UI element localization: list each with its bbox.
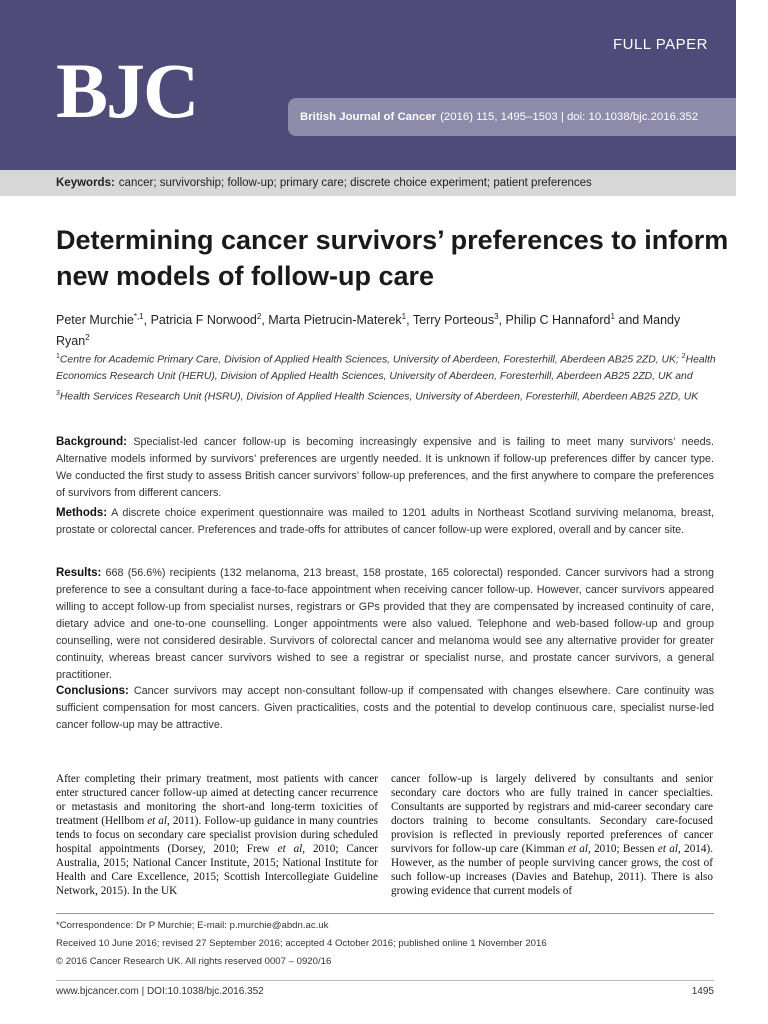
author-affiliation-mark: 3 xyxy=(494,312,499,321)
article-type-label: FULL PAPER xyxy=(612,36,708,53)
body-column-left xyxy=(56,772,378,898)
methods-text: A discrete choice experiment questionnaire was mailed to 1201 adults in Northeast Scotland surviving melanoma, breast, prostate or colorectal cancer. Preferences and trade-offs for attributes of cancer follow-up were explored, overall and by cancer site. xyxy=(56,507,714,536)
author-affiliation-mark: 1 xyxy=(610,312,615,321)
correspondence-note: *Correspondence: Dr P Murchie; E-mail: p.murchie@abdn.ac.uk xyxy=(56,920,329,931)
author-name: Philip C Hannaford xyxy=(505,313,611,328)
author-name: Peter Murchie xyxy=(56,313,134,328)
body-text: After completing their primary treatment, most patients with cancer enter structured cancer follow-up aimed at detecting cancer recurrence or metastasis and monitoring the short-and long-term toxicities of treatment (Hellbom xyxy=(56,773,378,827)
results-label: Results: xyxy=(56,567,102,579)
footnote-rule xyxy=(56,913,714,914)
author-list: Peter Murchie$^{*,1}$, Patricia F Norwood$^2$, Marta Pietrucin-Materek$^1$, Terry Porteous$^3$, Philip C Hannaford$^1$ and Mandy Ryan$^2$ xyxy=(56,312,681,349)
received-dates: Received 10 June 2016; revised 27 September 2016; accepted 4 October 2016; published online 1 November 2016 xyxy=(56,938,547,949)
affiliations xyxy=(56,348,716,406)
background-text: Specialist-led cancer follow-up is becoming increasingly expensive and is failing to meet many survivors’ needs. Alternative models informed by survivors’ preferences are urgently needed. It is unknown if follow-up preferences differ by cancer type. We conducted the first study to assess British cancer survivors’ follow-up preferences, and the first anywhere to compare the preferences of survivors from different cancers. xyxy=(56,436,715,499)
footer-doi: www.bjcancer.com | DOI:10.1038/bjc.2016.352 xyxy=(56,986,264,997)
body-text: , 2010; Cancer Australia, 2015; National Cancer Institute, 2015; National Institute for Health and Care Excellence, 2015; Scottish Intercollegiate Guideline Network, 2015). In the UK xyxy=(56,843,378,897)
affiliation-number: 2 xyxy=(681,353,686,360)
body-text: , 2010; Bessen xyxy=(587,843,658,855)
keywords-band xyxy=(0,170,736,196)
affiliation-number: 3 xyxy=(56,390,60,398)
journal-name: British Journal of Cancer xyxy=(300,111,437,123)
journal-logo: BJC xyxy=(56,47,198,134)
body-text: , 2011). Follow-up guidance in many countries tends to focus on secondary care specialist provision during scheduled hospital appointments (Dorsey, 2010; Frew xyxy=(56,815,379,855)
citation-text: (2016) 115, 1495–1503 | doi: 10.1038/bjc.2016.352 xyxy=(440,111,699,123)
affiliation-number: 1 xyxy=(56,353,60,360)
abstract-conclusions xyxy=(56,683,714,734)
author-name: Patricia F Norwood xyxy=(150,313,257,328)
page-number: 1495 xyxy=(691,986,714,997)
body-column-right xyxy=(391,772,713,898)
page-footer xyxy=(56,986,714,997)
keywords-text: cancer; survivorship; follow-up; primary care; discrete choice experiment; patient preferences xyxy=(118,177,592,189)
conclusions-label: Conclusions: xyxy=(56,685,129,697)
affiliation-text: Centre for Academic Primary Care, Division of Applied Health Sciences, University of Aberdeen, Foresterhill, Aberdeen AB25 2ZD, UK; xyxy=(59,354,682,366)
author-affiliation-mark: 1 xyxy=(401,312,407,321)
body-text: , 2014). However, as the number of people surviving cancer grows, the cost of such follow-up increases (Davies and Batehup, 2011). There is also growing evidence that current models of xyxy=(391,843,713,897)
affiliation-text: Health Services Research Unit (HSRU), Division of Applied Health Sciences, University of Aberdeen, Foresterhill, Aberdeen AB25 2ZD, UK xyxy=(59,391,699,403)
journal-header-band xyxy=(0,0,736,170)
author-affiliation-mark: 2 xyxy=(256,312,262,321)
body-text: et al xyxy=(147,815,167,827)
affiliation-text: Health Economics Research Unit (HERU), Division of Applied Health Sciences, University of Aberdeen, Foresterhill, Aberdeen AB25 2ZD, UK and xyxy=(56,354,716,383)
abstract-background xyxy=(56,434,714,502)
body-text: cancer follow-up is largely delivered by consultants and senior secondary care doctors who are fully trained in cancer specialties. Consultants are supported by registrars and mid-career secondary care doctors training to become consultants. Secondary care-focused provision is reflected in previously reported preferences of cancer survivors for follow-up care (Kimman xyxy=(391,773,713,855)
author-name: Mandy Ryan xyxy=(56,313,681,349)
article-title: Determining cancer survivors’ preferences to inform new models of follow-up care xyxy=(56,225,729,291)
body-text: et al xyxy=(567,843,588,855)
footer-rule xyxy=(56,980,714,981)
citation-bar xyxy=(288,98,736,136)
author-affiliation-mark: *,1 xyxy=(133,312,144,321)
conclusions-text: Cancer survivors may accept non-consultant follow-up if compensated with changes elsewhere. Care continuity was sufficient compensation for most cancers. Given practicalities, costs and the potential to develop continuous care, specialist nurse-led cancer follow-up may be attractive. xyxy=(56,685,715,731)
keywords-label: Keywords: xyxy=(56,177,115,189)
author-name: Terry Porteous xyxy=(412,313,495,328)
methods-label: Methods: xyxy=(56,507,108,519)
abstract-results xyxy=(56,565,714,684)
results-text: 668 (56.6%) recipients (132 melanoma, 213 breast, 158 prostate, 165 colorectal) responded. Cancer survivors had a strong preference to see a consultant during a face-to-face appointment when receiving cancer follow-up. However, cancer survivors appeared willing to accept follow-up from specialist nurses, registrars or GPs provided that they are compensated by increased continuity of care, dietary advice and one-to-one counselling. Longer appointments were also valued. Telephone and web-based follow-up and group counselling, were not considered desirable. Survivors of colorectal cancer and melanoma would see any alternative provider for greater continuity, whereas breast cancer survivors wished to see a registrar or specialist nurse, and prostate cancer survivors, a general practitioner. xyxy=(56,567,714,681)
abstract-methods xyxy=(56,505,714,539)
body-text: et al xyxy=(277,843,303,855)
body-text: et al xyxy=(657,843,678,855)
author-name: Marta Pietrucin-Materek xyxy=(268,313,402,328)
author-affiliation-mark: 2 xyxy=(85,333,90,343)
copyright-note: © 2016 Cancer Research UK. All rights reserved 0007 – 0920/16 xyxy=(56,956,332,967)
footnotes xyxy=(56,913,714,974)
background-label: Background: xyxy=(56,436,127,448)
